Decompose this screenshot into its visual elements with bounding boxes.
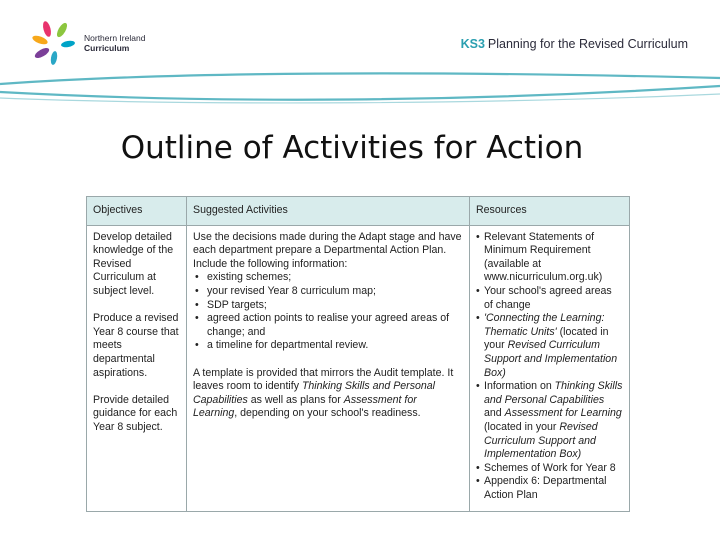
objective-item: Produce a revised Year 8 course that meets departmental aspirations. [93, 312, 179, 379]
planning-label: Planning for the Revised Curriculum [487, 37, 688, 51]
objectives-cell [87, 225, 187, 511]
list-item: • a timeline for departmental review. [193, 339, 463, 353]
header-title [461, 37, 688, 51]
list-item: • existing schemes; [193, 271, 463, 285]
logo-line1: Northern Ireland [84, 33, 146, 43]
decorative-waves [0, 64, 720, 114]
objective-item: Develop detailed knowledge of the Revised Curriculum at subject level. [93, 230, 174, 297]
list-item: • Schemes of Work for Year 8 [476, 462, 623, 476]
list-item: • Appendix 6: Departmental Action Plan [476, 475, 623, 502]
activities-list [193, 271, 463, 353]
header-objectives: Objectives [87, 197, 187, 226]
list-item: • 'Connecting the Learning: Thematic Units' (located in your Revised Curriculum Support and Implementation Box) [476, 312, 623, 380]
list-item: • SDP targets; [193, 299, 463, 313]
header-activities: Suggested Activities [187, 197, 470, 226]
activities-cell [187, 225, 470, 511]
logo-line2: Curriculum [84, 43, 130, 53]
list-item: • Information on Thinking Skills and Personal Capabilities and Assessment for Learning (located in your Revised Curriculum Support and Implementation Box) [476, 380, 623, 462]
header-resources: Resources [470, 197, 630, 226]
resources-cell [470, 225, 630, 511]
list-item: • Relevant Statements of Minimum Requirement (available at www.nicurriculum.org.uk) [476, 231, 623, 285]
resources-list [476, 231, 623, 503]
list-item: • agreed action points to realise your agreed areas of change; and [193, 312, 463, 339]
logo [32, 20, 162, 68]
template-note: A template is provided that mirrors the Audit template. It leaves room to identify Thinking Skills and Personal Capabilities as well as plans for Assessment for Learning, depending on your school's readiness. [193, 366, 454, 420]
objective-item: Provide detailed guidance for each Year 8 subject. [93, 393, 178, 433]
page-title: Outline of Activities for Action [120, 130, 584, 166]
nic-flower-logo-icon [32, 20, 82, 68]
table-header-row [87, 197, 630, 226]
activities-intro: Use the decisions made during the Adapt stage and have each department prepare a Departmental Action Plan. Include the following information: [193, 230, 462, 270]
table-row [87, 225, 630, 511]
list-item: • your revised Year 8 curriculum map; [193, 285, 463, 299]
ks3-label: KS3 [460, 37, 485, 51]
list-item: • Your school's agreed areas of change [476, 285, 623, 312]
activities-table [86, 196, 630, 512]
